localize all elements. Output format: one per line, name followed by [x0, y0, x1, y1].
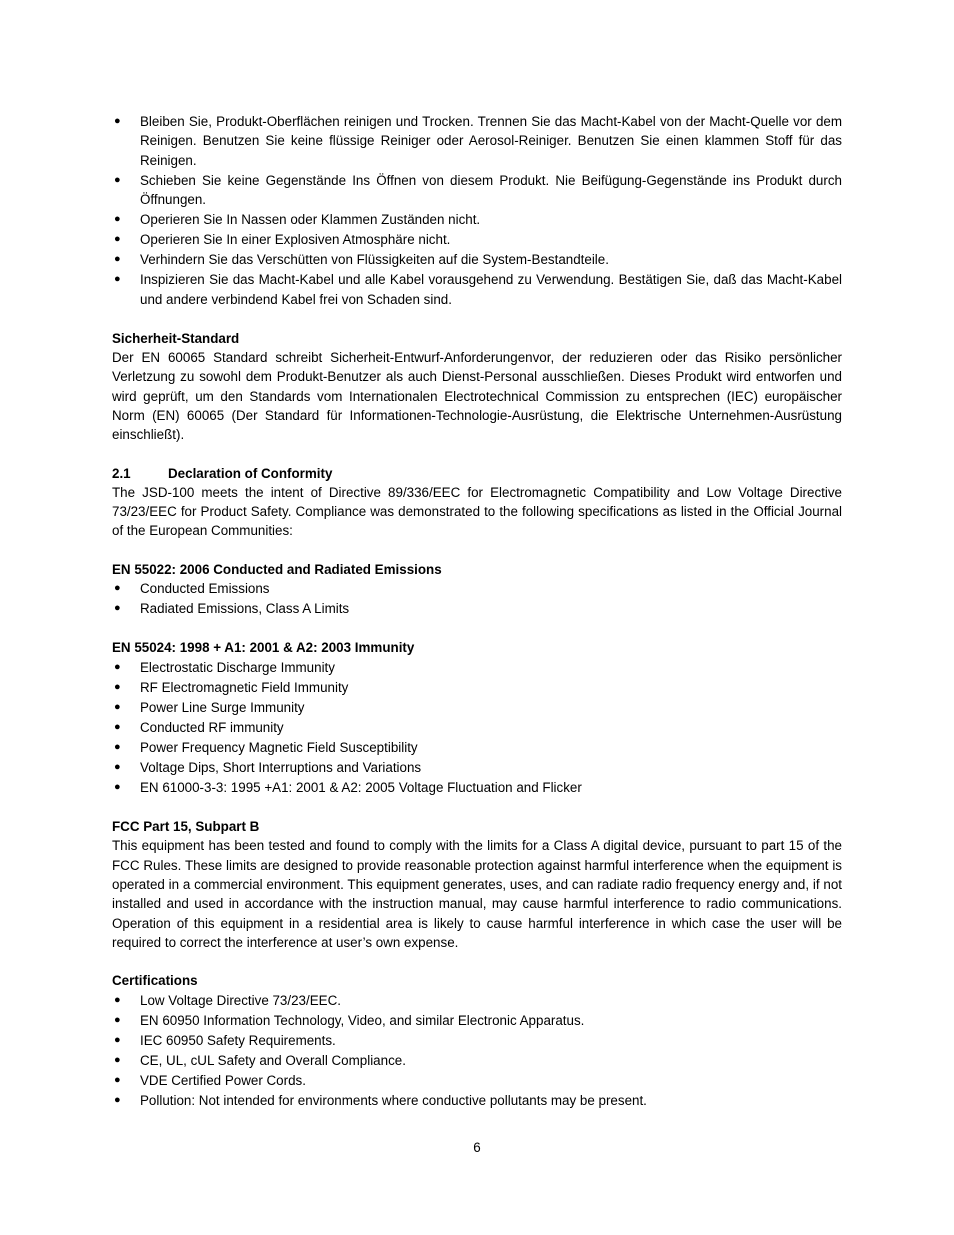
list-item [112, 250, 842, 269]
list-item-text: Schieben Sie keine Gegenstände Ins Öffnen von diesem Produkt. Nie Beifügung-Gegenstände ins Produkt durch Öffnungen. [140, 172, 842, 207]
list-item-text: Low Voltage Directive 73/23/EEC. [140, 992, 341, 1008]
bullet-icon: ● [114, 582, 121, 595]
list-item [112, 758, 842, 777]
list-item [112, 738, 842, 757]
list-item [112, 778, 842, 797]
list-item-text: Radiated Emissions, Class A Limits [140, 601, 350, 617]
list-item-text: Power Line Surge Immunity [140, 699, 305, 715]
bullet-icon: ● [114, 781, 121, 794]
list-item-text: EN 61000-3-3: 1995 +A1: 2001 & A2: 2005 Voltage Fluctuation and Flicker [140, 780, 582, 796]
fcc-heading: FCC Part 15, Subpart B [112, 819, 260, 835]
list-item-text: Conducted Emissions [140, 581, 270, 597]
bullet-icon: ● [114, 233, 121, 246]
list-item-text: IEC 60950 Safety Requirements. [140, 1032, 336, 1048]
safety-heading: Sicherheit-Standard [112, 330, 240, 346]
bullet-icon: ● [114, 993, 121, 1006]
emissions-list [112, 579, 842, 618]
list-item [112, 1011, 842, 1030]
list-item [112, 678, 842, 697]
list-item-text: RF Electromagnetic Field Immunity [140, 679, 349, 695]
bullet-icon: ● [114, 680, 121, 693]
bullet-icon: ● [114, 1053, 121, 1066]
list-item-text: Voltage Dips, Short Interruptions and Variations [140, 759, 422, 775]
bullet-icon: ● [114, 173, 121, 186]
bullet-icon: ● [114, 660, 121, 673]
section-heading-declaration [112, 464, 842, 483]
bullet-icon: ● [114, 602, 121, 615]
list-item-text: Electrostatic Discharge Immunity [140, 659, 335, 675]
bullet-icon: ● [114, 740, 121, 753]
list-item-text: Pollution: Not intended for environments where conductive pollutants may be present. [140, 1093, 647, 1108]
list-item [112, 599, 842, 618]
list-item [112, 658, 842, 677]
list-item [112, 112, 842, 170]
list-item-text: VDE Certified Power Cords. [140, 1072, 306, 1088]
list-item [112, 171, 842, 210]
list-item [112, 210, 842, 229]
bullet-icon: ● [114, 760, 121, 773]
section-title: Declaration of Conformity [168, 465, 333, 481]
section-number: 2.1 [112, 465, 131, 481]
safety-paragraph: Der EN 60065 Standard schreibt Sicherheit-Entwurf-Anforderungenvor, der reduzieren oder das Risiko persönlicher Verletzung zu sowohl dem Produkt-Benutzer als auch Dienst-Personal ausschließen. Dieses Produkt wird entworfen und wird geprüft, um den Standards vom Internationalen Electrotechnical Commission zu entsprechen (IEC) europäischer Norm (EN) 60065 (Der Standard für Informationen-Technologie-Ausrüstung, die Elektrische Unternehmen-Ausrüstung einschließt). [112, 350, 842, 443]
list-item [112, 1051, 842, 1070]
bullet-icon: ● [114, 253, 121, 266]
list-item [112, 698, 842, 717]
list-item-text: Operieren Sie In Nassen oder Klammen Zuständen nicht. [140, 212, 481, 228]
bullet-icon: ● [114, 720, 121, 733]
list-item-text: Power Frequency Magnetic Field Susceptibility [140, 739, 418, 755]
list-item [112, 1071, 842, 1090]
list-item-text: Conducted RF immunity [140, 719, 284, 735]
fcc-paragraph: This equipment has been tested and found to comply with the limits for a Class A digital device, pursuant to part 15 of the FCC Rules. These limits are designed to provide reasonable protection against harmful interference when the equipment is operated in a commercial environment. This equipment generates, uses, and can radiate radio frequency energy and, if not installed and used in accordance with the instruction manual, may cause harmful interference to radio communications. Operation of this equipment in a residential area is likely to cause harmful interference in which case the user will be required to correct the interference at user’s own expense. [112, 838, 842, 950]
list-item-text: Operieren Sie In einer Explosiven Atmosphäre nicht. [140, 232, 451, 248]
declaration-paragraph: The JSD-100 meets the intent of Directive 89/336/EEC for Electromagnetic Compatibility and Low Voltage Directive 73/23/EEC for Product Safety. Compliance was demonstrated to the following specifications as listed in the Official Journal of the European Communities: [112, 484, 842, 539]
list-item [112, 991, 842, 1010]
list-item [112, 230, 842, 249]
bullet-icon: ● [114, 1094, 121, 1106]
list-item-text: Bleiben Sie, Produkt-Oberflächen reinigen und Trocken. Trennen Sie das Macht-Kabel von der Macht-Quelle vor dem Reinigen. Benutzen Sie keine flüssige Reiniger oder Aerosol-Reiniger. Benutzen Sie einen klammen Stoff für das Reinigen. [140, 114, 842, 168]
bullet-icon: ● [114, 115, 121, 127]
list-item [112, 579, 842, 598]
list-item-text: Verhindern Sie das Verschütten von Flüssigkeiten auf die System-Bestandteile. [140, 252, 609, 268]
list-item [112, 718, 842, 737]
document-page [112, 112, 842, 1111]
immunity-list [112, 658, 842, 798]
list-item [112, 1091, 842, 1110]
emissions-heading: EN 55022: 2006 Conducted and Radiated Emissions [112, 561, 442, 577]
list-item [112, 1031, 842, 1050]
bullet-icon: ● [114, 1073, 121, 1086]
certifications-list [112, 991, 842, 1111]
bullet-icon: ● [114, 1033, 121, 1046]
page-number: 6 [473, 1140, 481, 1155]
bullet-icon: ● [114, 213, 121, 226]
list-item-text: CE, UL, cUL Safety and Overall Compliance. [140, 1052, 406, 1068]
certifications-heading: Certifications [112, 973, 198, 989]
list-item-text: EN 60950 Information Technology, Video, and similar Electronic Apparatus. [140, 1012, 585, 1028]
list-item [112, 270, 842, 309]
bullet-icon: ● [114, 273, 121, 286]
intro-bullet-list [112, 112, 842, 309]
bullet-icon: ● [114, 1013, 121, 1026]
bullet-icon: ● [114, 700, 121, 713]
immunity-heading: EN 55024: 1998 + A1: 2001 & A2: 2003 Immunity [112, 640, 415, 656]
list-item-text: Inspizieren Sie das Macht-Kabel und alle Kabel vorausgehend zu Verwendung. Bestätigen Sie, daß das Macht-Kabel und andere verbindend Kabel frei von Schaden sind. [140, 272, 842, 307]
